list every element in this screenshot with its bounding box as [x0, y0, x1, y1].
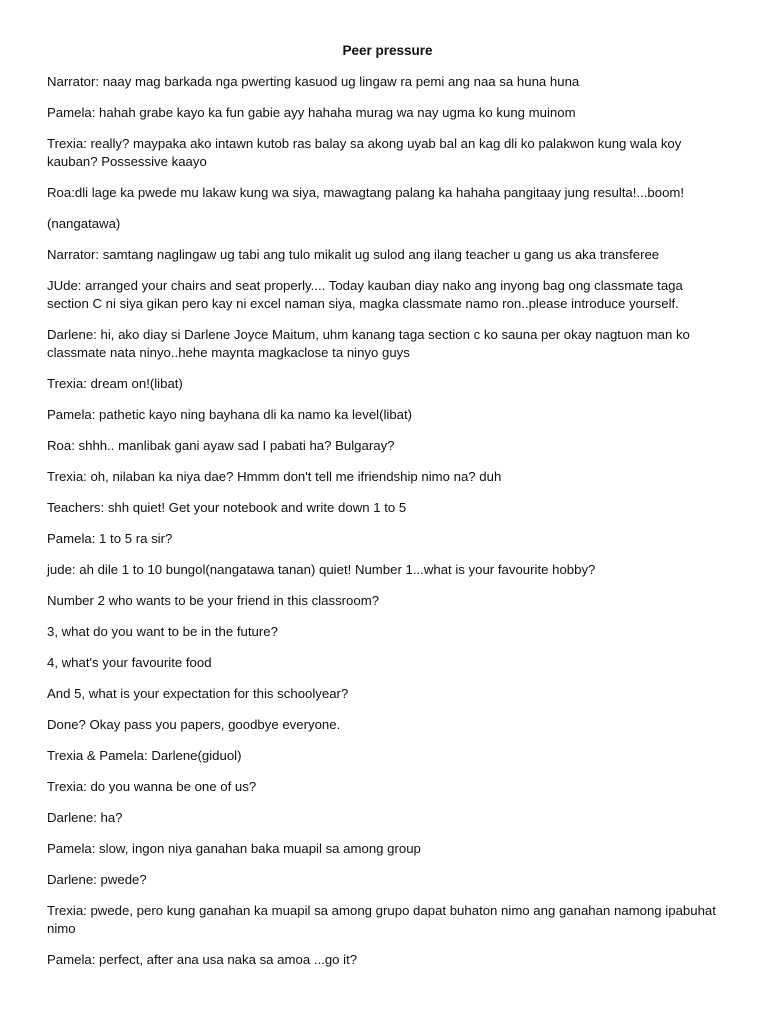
dialogue-line: Narrator: samtang naglingaw ug tabi ang tulo mikalit ug sulod ang ilang teacher u gang us aka transferee — [47, 247, 660, 262]
dialogue-line: Darlene: pwede? — [47, 872, 147, 887]
document-title: Peer pressure — [342, 43, 433, 58]
dialogue-line: Pamela: pathetic kayo ning bayhana dli ka namo ka level(libat) — [47, 407, 413, 422]
dialogue-line: Trexia: pwede, pero kung ganahan ka muapil sa among grupo dapat buhaton nimo ang ganahan namong ipabuhat nimo — [47, 903, 716, 936]
dialogue-line: Done? Okay pass you papers, goodbye everyone. — [47, 717, 341, 732]
dialogue-line: And 5, what is your expectation for this schoolyear? — [47, 686, 349, 701]
dialogue-line: Trexia: dream on!(libat) — [47, 376, 183, 391]
dialogue-line: 4, what's your favourite food — [47, 655, 212, 670]
dialogue-line: Trexia: oh, nilaban ka niya dae? Hmmm don't tell me ifriendship nimo na? duh — [47, 469, 502, 484]
dialogue-line: Pamela: 1 to 5 ra sir? — [47, 531, 173, 546]
dialogue-line: jude: ah dile 1 to 10 bungol(nangatawa tanan) quiet! Number 1...what is your favourite hobby? — [47, 562, 596, 577]
dialogue-line: JUde: arranged your chairs and seat properly.... Today kauban diay nako ang inyong bag ong classmate taga section C ni siya gikan pero kay ni excel naman siya, magka classmate namo ron..please introduce yourself. — [47, 278, 683, 311]
dialogue-line: Trexia: really? maypaka ako intawn kutob ras balay sa akong uyab bal an kag dli ko palakwon kung wala koy kauban? Possessive kaayo — [47, 136, 682, 169]
dialogue-line: Roa: shhh.. manlibak gani ayaw sad I pabati ha? Bulgaray? — [47, 438, 395, 453]
dialogue-line: Trexia & Pamela: Darlene(giduol) — [47, 748, 242, 763]
dialogue-line: Teachers: shh quiet! Get your notebook and write down 1 to 5 — [47, 500, 407, 515]
dialogue-line: Roa:dli lage ka pwede mu lakaw kung wa siya, mawagtang palang ka hahaha pangitaay jung resulta!...boom! — [47, 185, 685, 200]
dialogue-line: Darlene: ha? — [47, 810, 123, 825]
dialogue-line: Narrator: naay mag barkada nga pwerting kasuod ug lingaw ra pemi ang naa sa huna huna — [47, 74, 580, 89]
dialogue-line: 3, what do you want to be in the future? — [47, 624, 278, 639]
dialogue-line: Pamela: perfect, after ana usa naka sa amoa ...go it? — [47, 952, 358, 967]
dialogue-line: Number 2 who wants to be your friend in this classroom? — [47, 593, 380, 608]
dialogue-line: (nangatawa) — [47, 216, 121, 231]
dialogue-line: Pamela: hahah grabe kayo ka fun gabie ayy hahaha murag wa nay ugma ko kung muinom — [47, 105, 576, 120]
dialogue-line: Darlene: hi, ako diay si Darlene Joyce Maitum, uhm kanang taga section c ko sauna per okay nagtuon man ko classmate nata ninyo..hehe maynta magkaclose ta ninyo guys — [47, 327, 690, 360]
dialogue-line: Trexia: do you wanna be one of us? — [47, 779, 257, 794]
dialogue-line: Pamela: slow, ingon niya ganahan baka muapil sa among group — [47, 841, 421, 856]
